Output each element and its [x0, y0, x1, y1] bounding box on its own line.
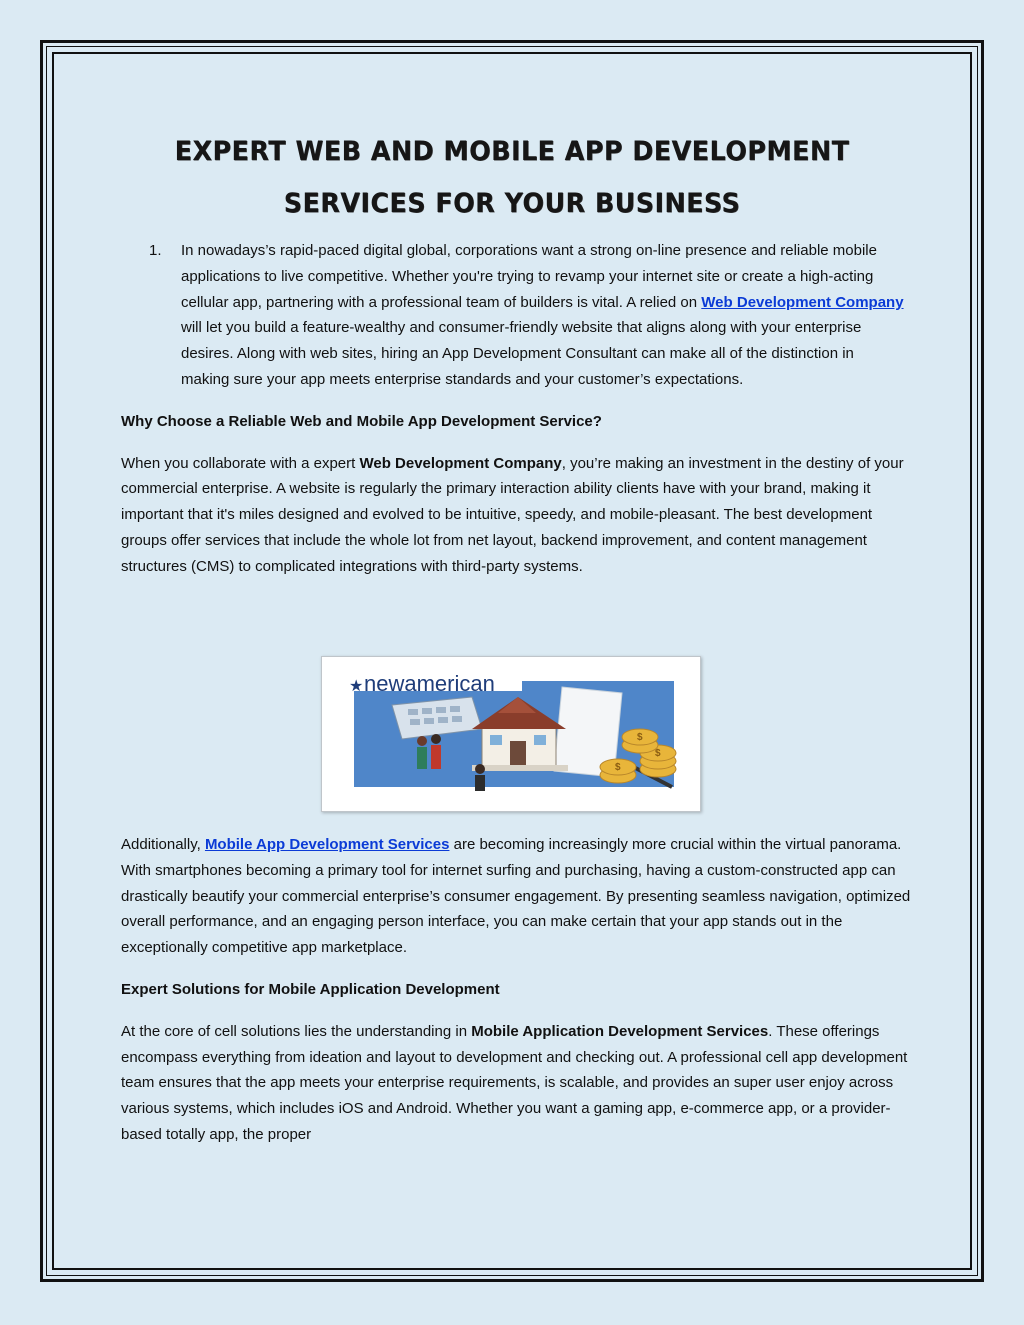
section2-paragraph: [121, 832, 911, 961]
house-finance-illustration: [322, 657, 700, 811]
svg-text:$: $: [637, 732, 643, 743]
section1-text-start: When you collaborate with a expert: [121, 454, 360, 472]
section3-bold-term: Mobile Application Development Services: [471, 1022, 769, 1040]
lower-content: [121, 832, 911, 1148]
list-number: 1.: [149, 242, 162, 259]
logo-text: newamerican: [364, 671, 495, 696]
section3-text-end: . These offerings encompass everything from ideation and layout to development and checking out. A professional cell app development team ensures that the app meets your enterprise requirements, is scalable, and provides an super user enjoy across various systems, which includes iOS and Android. Whether you want a gaming app, e-commerce app, or a provider-based totally app, the proper: [121, 1022, 908, 1143]
svg-text:$: $: [655, 748, 661, 759]
title-line-2: SERVICES FOR YOUR BUSINESS: [283, 188, 741, 219]
section-heading-why-choose: Why Choose a Reliable Web and Mobile App Development Service?: [121, 412, 602, 430]
article-body: [121, 238, 921, 580]
mobile-app-development-services-link[interactable]: Mobile App Development Services: [204, 836, 450, 853]
section2-text-start: Additionally,: [121, 836, 205, 853]
intro-text-end: will let you build a feature-wealthy and consumer-friendly website that aligns along with your enterprise desires. Along with web sites, hiring an App Development Consultant can make all of the distinction in making sure your app meets enterprise standards and your customer’s expectations.: [181, 319, 862, 388]
section-heading-expert-solutions: Expert Solutions for Mobile Application Development: [121, 980, 500, 998]
illustration-image: [321, 656, 701, 812]
star-icon: ★: [349, 678, 364, 695]
title-line-1: EXPERT WEB AND MOBILE APP DEVELOPMENT: [174, 136, 850, 167]
intro-list-item: [121, 238, 905, 393]
section2-text-end: are becoming increasingly more crucial within the virtual panorama. With smartphones becoming a primary tool for internet surfing and purchasing, having a custom-constructed app can drastically beautify your commercial enterprise’s consumer engagement. By presenting seamless navigation, optimized overall performance, and an engaging person interface, you can make certain that your app stands out in the exceptionally competitive app marketplace.: [121, 836, 911, 957]
svg-text:$: $: [615, 762, 621, 773]
section3-paragraph: [121, 1019, 911, 1148]
intro-text-start: In nowadays’s rapid-paced digital global, corporations want a strong on-line presence and reliable mobile applications to live competitive. Whether you're trying to revamp your internet site or create a high-acting cellular app, partnering with a professional team of builders is vital. A relied on: [181, 242, 877, 311]
section1-bold-term: Web Development Company: [359, 454, 562, 472]
section3-text-start: At the core of cell solutions lies the understanding in: [121, 1022, 472, 1040]
web-development-company-link[interactable]: Web Development Company: [701, 293, 904, 311]
section1-paragraph: [121, 451, 911, 580]
section1-text-end: , you’re making an investment in the destiny of your commercial enterprise. A website is regularly the primary interaction ability clients have with your brand, making it important that it's miles designed and evolved to be intuitive, speedy, and mobile-pleasant. The best development groups offer services that include the whole lot from net layout, backend improvement, and content management structures (CMS) to complicated integrations with third-party systems.: [121, 454, 904, 575]
intro-paragraph: [181, 238, 905, 393]
page-title: [106, 126, 918, 230]
